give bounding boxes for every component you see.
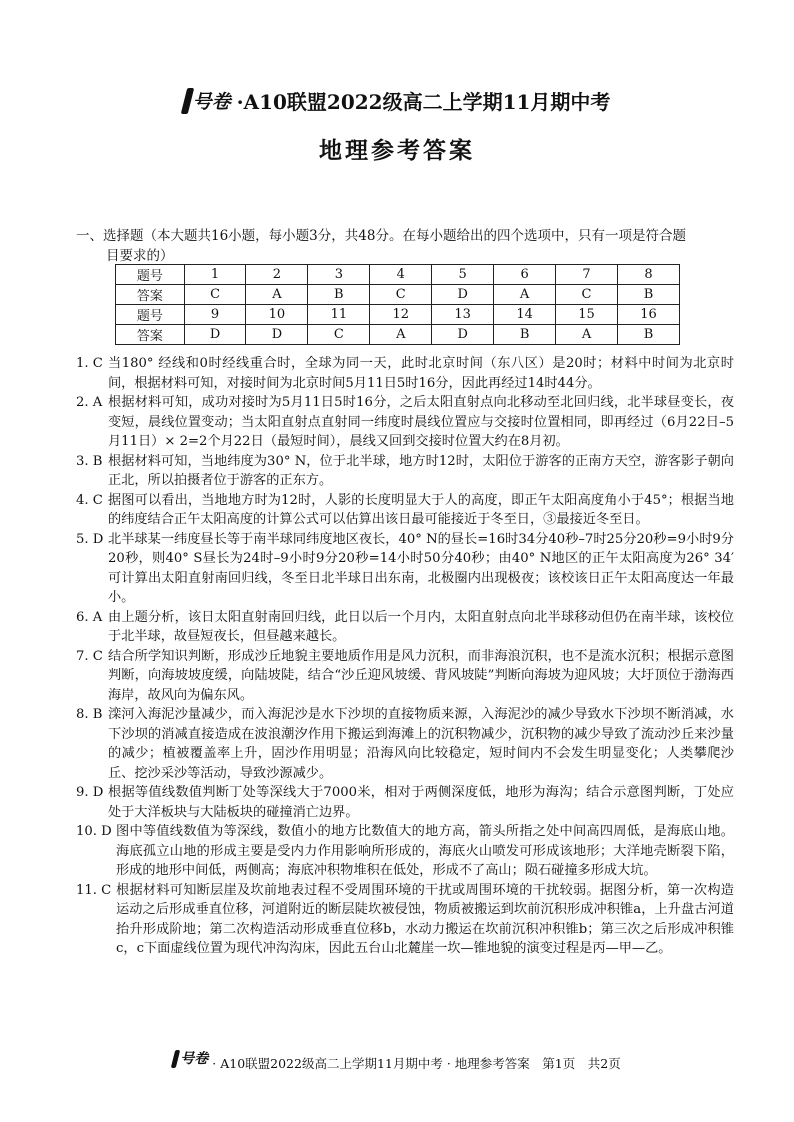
explanation-item xyxy=(76,608,734,647)
row-label-answer: 答案 xyxy=(116,285,185,305)
row-label-question: 题号 xyxy=(116,305,185,325)
explanation-item xyxy=(76,491,734,530)
answer-cell: A xyxy=(494,285,556,305)
item-explanation-text: 滦河入海泥沙量减少，而入海泥沙是水下沙坝的直接物质来源，入海泥沙的减少导致水下沙坝不断消减，水下沙坝的消减直接造成在波浪潮汐作用下搬运到海滩上的沉积物减少，沉积物的减少导致了流动沙丘来沙量的减少；植被覆盖率上升，固沙作用明显；沿海风向比较稳定，短时间内不会发生明显变化；人类攀爬沙丘、挖沙采沙等活动，导致沙源减少。 xyxy=(108,707,734,781)
answer-cell: B xyxy=(617,325,679,345)
footer-logo-mark-icon xyxy=(171,1050,180,1068)
item-number-answer: 6. A xyxy=(76,609,103,625)
item-explanation-text: 北半球某一纬度昼长等于南半球同纬度地区夜长，40° N的昼长=16时34分40秒–7时25分20秒=9小时9分20秒，则40° S昼长为24时–9小时9分20秒=14小时50分40秒；由40° N地区的正午太阳高度为26° 34′可计算出太阳直射南回归线，冬至日北半球日出东南，北极圈内出现极夜；该校该日正午太阳高度达一年最小。 xyxy=(108,531,734,605)
question-number-cell: 6 xyxy=(494,265,556,285)
question-number-cell: 3 xyxy=(308,265,370,285)
item-number-answer: 4. C xyxy=(76,492,103,508)
item-number-answer: 2. A xyxy=(76,395,103,410)
explanation-item xyxy=(76,881,734,959)
item-explanation-text: 根据材料可知，当地纬度为30° N，位于北半球，地方时12时，太阳位于游客的正南方天空，游客影子朝向正北，所以拍摄者位于游客的正东方。 xyxy=(108,453,734,488)
question-number-row xyxy=(116,305,680,325)
question-number-cell: 13 xyxy=(432,305,494,325)
item-explanation-text: 据图可以看出，当地地方时为12时，人影的长度明显大于人的高度，即正午太阳高度角小于45°；根据当地的纬度结合正午太阳高度的计算公式可以估算出该日最可能接近于冬至日，③最接近冬至日。 xyxy=(108,492,734,527)
question-number-cell: 14 xyxy=(494,305,556,325)
answer-cell: B xyxy=(494,325,556,345)
explanation-item xyxy=(76,393,734,452)
answer-cell: A xyxy=(556,325,618,345)
answer-cell: B xyxy=(308,285,370,305)
answer-cell: A xyxy=(370,325,432,345)
logo-text: 号卷 xyxy=(192,91,231,113)
question-number-cell: 11 xyxy=(308,305,370,325)
item-number-answer: 7. C xyxy=(76,648,103,664)
item-explanation-text: 结合所学知识判断，形成沙丘地貌主要地质作用是风力沉积，而非海浪沉积，也不是流水沉积；根据示意图判断，向海坡坡度缓，向陆坡陡，结合“沙丘迎风坡缓、背风坡陡”判断向海坡为迎风坡；大圩顶位于渤海西海岸，故风向为偏东风。 xyxy=(108,648,734,703)
brand-logo xyxy=(184,87,231,114)
question-number-cell: 16 xyxy=(617,305,679,325)
answer-cell: A xyxy=(246,285,308,305)
question-number-cell: 15 xyxy=(556,305,618,325)
item-number-answer: 8. B xyxy=(76,707,103,722)
explanation-item xyxy=(76,822,734,881)
section-heading-line2: 目要求的） xyxy=(106,248,174,264)
item-explanation-text: 根据材料可知断层崖及坎前地表过程不受周围环境的干扰或周围环境的干扰较弱。据图分析，第一次构造运动之后形成垂直位移，河道附近的断层陡坎被侵蚀，物质被搬运到坎前沉积形成冲积锥a，上升盘古河道抬升形成阶地；第二次构造活动形成垂直位移b，水动力搬运在坎前沉积冲积锥b；第三次之后形成冲积锥c，c下面虚线位置为现代冲沟沟床，因此五台山北麓崖一坎—锥地貌的演变过程是丙—甲—乙。 xyxy=(116,882,734,956)
answer-cell: B xyxy=(617,285,679,305)
explanation-list xyxy=(76,354,734,959)
question-number-cell: 10 xyxy=(246,305,308,325)
page-subtitle: 地理参考答案 xyxy=(319,137,475,164)
answer-cell: C xyxy=(184,285,246,305)
item-explanation-text: 根据等值线数值判断丁处等深线大于7000米，相对于两侧深度低，地形为海沟；结合示意图判断，丁处应处于大洋板块与大陆板块的碰撞消亡边界。 xyxy=(108,785,734,820)
item-explanation-text: 根据材料可知，成功对接时为5月11日5时16分，之后太阳直射点向北移动至北回归线，北半球昼变长，夜变短，晨线位置变动；当太阳直射点直射同一纬度时晨线位置应与交接时位置相同，即再经过（6月22日–5月11日）× 2=2个月22日（最短时间），晨线又回到交接时位置大约在8月初。 xyxy=(108,395,734,449)
page-header xyxy=(0,86,794,165)
explanation-item xyxy=(76,783,734,822)
question-number-cell: 1 xyxy=(184,265,246,285)
item-number-answer: 5. D xyxy=(76,531,104,547)
section-heading-line1: 一、选择题（本大题共16小题，每小题3分，共48分。在每小题给出的四个选项中，只有一项是符合题 xyxy=(76,228,686,244)
item-number-answer: 3. B xyxy=(76,453,103,469)
footer-logo xyxy=(173,1048,208,1068)
question-number-cell: 4 xyxy=(370,265,432,285)
exam-title: ·A10联盟2022级高二上学期11月期中考 xyxy=(236,90,611,114)
explanation-item xyxy=(76,354,734,393)
explanation-item xyxy=(76,452,734,491)
question-number-cell: 5 xyxy=(432,265,494,285)
answer-row xyxy=(116,325,680,345)
footer-logo-text: 号卷 xyxy=(180,1051,209,1067)
footer-text: · A10联盟2022级高二上学期11月期中考 · 地理参考答案 第1页 共2页 xyxy=(212,1056,621,1071)
item-number-answer: 1. C xyxy=(76,356,103,371)
answer-cell: C xyxy=(308,325,370,345)
question-number-cell: 2 xyxy=(246,265,308,285)
explanation-item xyxy=(76,647,734,706)
explanation-item xyxy=(76,530,734,608)
title-line xyxy=(184,86,611,115)
section-heading xyxy=(76,226,726,266)
item-number-answer: 10. D xyxy=(76,824,112,839)
question-number-row xyxy=(116,265,680,285)
item-explanation-text: 当180° 经线和0时经线重合时，全球为同一天，此时北京时间（东八区）是20时；材料中时间为北京时间，根据材料可知，对接时间为北京时间5月11日5时16分，因此再经过14时44分。 xyxy=(108,356,734,391)
row-label-answer: 答案 xyxy=(116,325,185,345)
row-label-question: 题号 xyxy=(116,265,185,285)
item-explanation-text: 由上题分析，该日太阳直射南回归线，此日以后一个月内，太阳直射点向北半球移动但仍在南半球，该校位于北半球，故昼短夜长，但昼越来越长。 xyxy=(108,609,734,644)
answer-cell: D xyxy=(246,325,308,345)
question-number-cell: 9 xyxy=(184,305,246,325)
answer-table xyxy=(115,264,680,345)
question-number-cell: 7 xyxy=(556,265,618,285)
item-number-answer: 9. D xyxy=(76,785,104,800)
item-explanation-text: 图中等值线数值为等深线，数值小的地方比数值大的地方高，箭头所指之处中间高四周低，是海底山地。海底孤立山地的形成主要是受内力作用影响所形成的，海底火山喷发可形成该地形；大洋地壳断裂下陷，形成的地形中间低，两侧高；海底冲积物堆积在低处，形成不了高山；陨石碰撞多形成大坑。 xyxy=(116,824,734,878)
answer-cell: C xyxy=(556,285,618,305)
explanation-item xyxy=(76,705,734,783)
answer-cell: C xyxy=(370,285,432,305)
answer-cell: D xyxy=(432,325,494,345)
question-number-cell: 8 xyxy=(617,265,679,285)
page-footer xyxy=(0,1048,794,1072)
answer-cell: D xyxy=(184,325,246,345)
answer-row xyxy=(116,285,680,305)
question-number-cell: 12 xyxy=(370,305,432,325)
answer-cell: D xyxy=(432,285,494,305)
item-number-answer: 11. C xyxy=(76,882,112,898)
